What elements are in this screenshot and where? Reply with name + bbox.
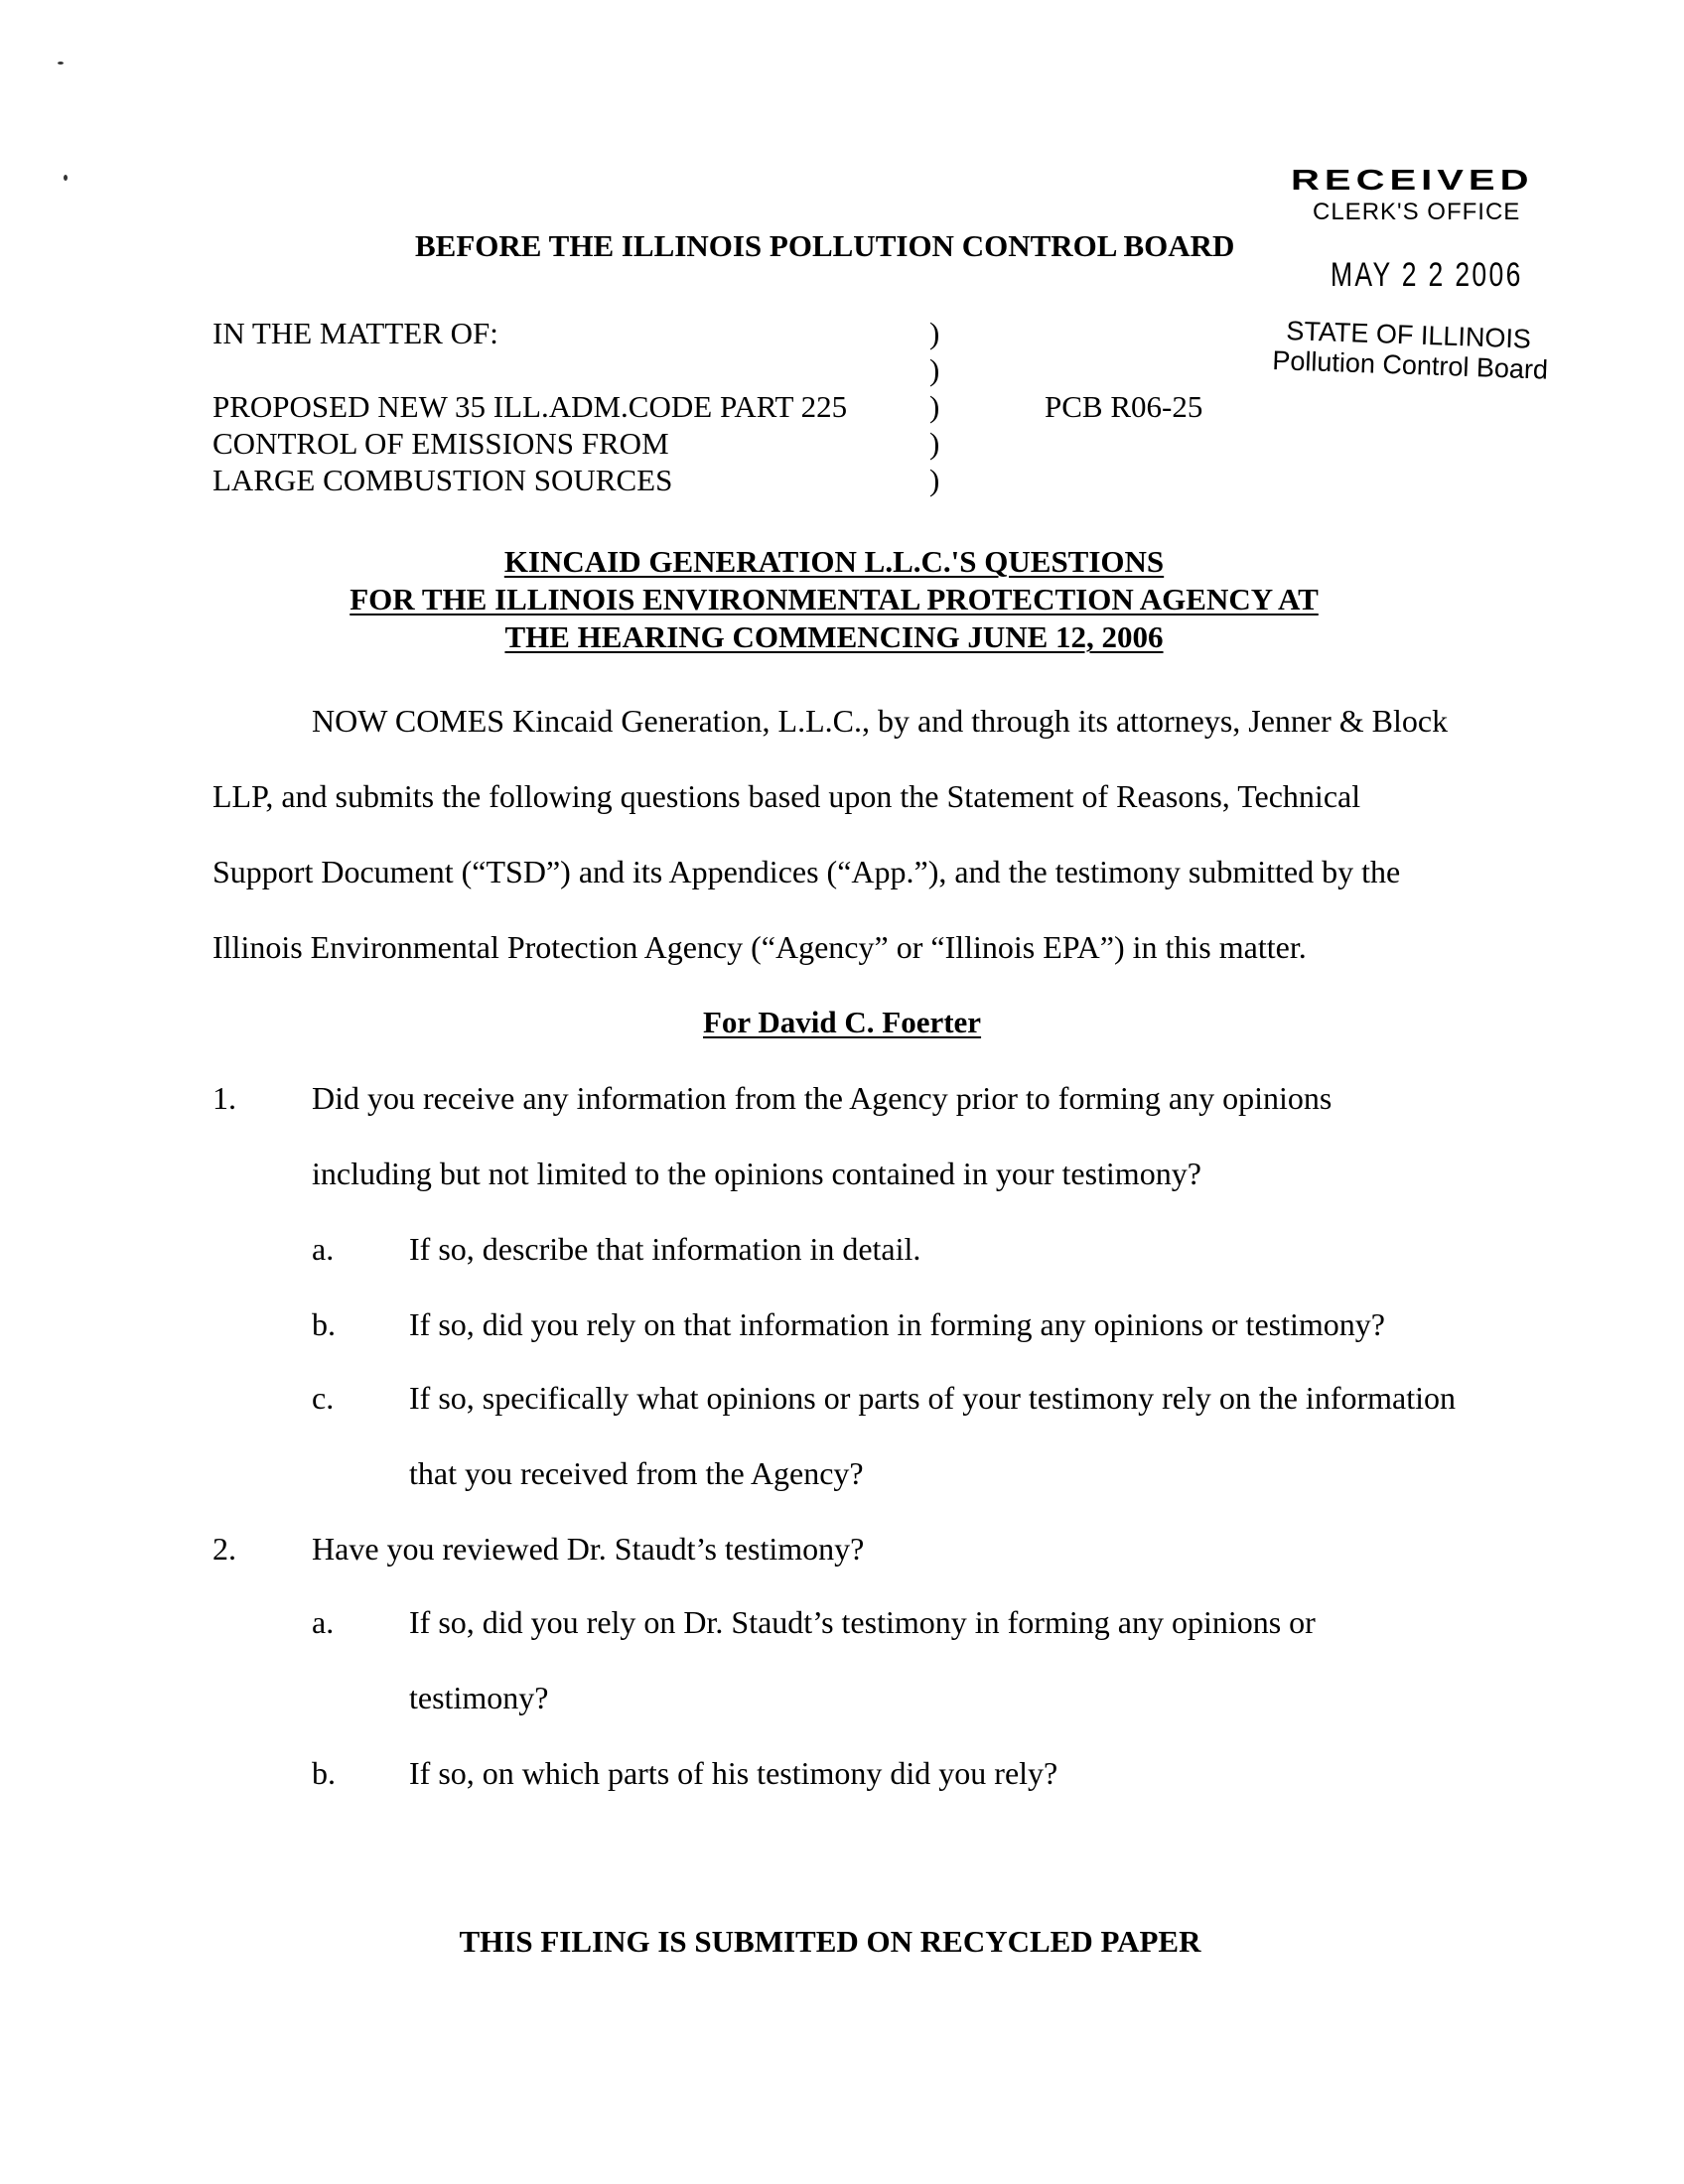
scan-speck bbox=[64, 175, 68, 181]
title-line2: FOR THE ILLINOIS ENVIRONMENTAL PROTECTION AGENCY AT bbox=[350, 582, 1319, 616]
stamp-date: MAY 2 2 2006 bbox=[1331, 256, 1523, 294]
question-text-line: including but not limited to the opinions contained in your testimony? bbox=[312, 1156, 1201, 1191]
sub-question-text: If so, did you rely on that information in forming any opinions or testimony? bbox=[409, 1306, 1385, 1342]
stamp-board: Pollution Control Board bbox=[1271, 345, 1549, 385]
sub-question-text: If so, specifically what opinions or parts of your testimony rely on the information bbox=[409, 1380, 1456, 1416]
title-line1: KINCAID GENERATION L.L.C.'S QUESTIONS bbox=[503, 544, 1165, 579]
caption-paren: ) bbox=[929, 352, 940, 387]
sub-question-text: testimony? bbox=[409, 1680, 549, 1715]
title-line3: THE HEARING COMMENCING JUNE 12, 2006 bbox=[504, 619, 1164, 654]
intro-line3: Support Document (“TSD”) and its Appendices (“App.”), and the testimony submitted by the bbox=[212, 854, 1401, 889]
in-the-matter-label: IN THE MATTER OF: bbox=[212, 316, 498, 350]
scan-speck bbox=[58, 62, 64, 65]
sub-question-letter: c. bbox=[312, 1380, 335, 1416]
caption-paren: ) bbox=[929, 426, 940, 461]
sub-question-text: If so, describe that information in detail. bbox=[409, 1231, 921, 1267]
stamp-received: RECEIVED bbox=[1291, 165, 1534, 197]
stamp-clerks-office: CLERK'S OFFICE bbox=[1313, 199, 1521, 225]
caption-proposed-line2: CONTROL OF EMISSIONS FROM bbox=[212, 426, 669, 461]
section-heading: For David C. Foerter bbox=[703, 1005, 982, 1039]
caption-paren: ) bbox=[929, 463, 940, 497]
sub-question-letter: a. bbox=[312, 1231, 335, 1267]
board-title: BEFORE THE ILLINOIS POLLUTION CONTROL BOARD bbox=[415, 228, 1235, 263]
sub-question-text: If so, did you rely on Dr. Staudt’s testimony in forming any opinions or bbox=[409, 1604, 1316, 1640]
sub-question-text: If so, on which parts of his testimony did you rely? bbox=[409, 1755, 1058, 1791]
question-text-line: Did you receive any information from the Agency prior to forming any opinions bbox=[312, 1080, 1333, 1116]
question-number: 1. bbox=[212, 1080, 236, 1116]
intro-line1: NOW COMES Kincaid Generation, L.L.C., by and through its attorneys, Jenner & Block bbox=[312, 703, 1449, 739]
caption-paren: ) bbox=[929, 316, 940, 350]
sub-question-letter: b. bbox=[312, 1755, 336, 1791]
caption-proposed-line1: PROPOSED NEW 35 ILL.ADM.CODE PART 225 bbox=[212, 389, 848, 424]
caption-proposed-line3: LARGE COMBUSTION SOURCES bbox=[212, 463, 673, 497]
sub-question-letter: b. bbox=[312, 1306, 336, 1342]
question-number: 2. bbox=[212, 1531, 236, 1567]
intro-line2: LLP, and submits the following questions based upon the Statement of Reasons, Technical bbox=[212, 778, 1361, 814]
case-number: PCB R06-25 bbox=[1045, 389, 1203, 424]
stamp-state: STATE OF ILLINOIS bbox=[1285, 316, 1532, 354]
caption-paren: ) bbox=[929, 389, 940, 424]
question-text-line: Have you reviewed Dr. Staudt’s testimony? bbox=[312, 1531, 865, 1567]
recycled-paper-footer: THIS FILING IS SUBMITED ON RECYCLED PAPER bbox=[459, 1924, 1201, 1959]
intro-line4: Illinois Environmental Protection Agency (“Agency” or “Illinois EPA”) in this matter. bbox=[212, 929, 1307, 965]
sub-question-text: that you received from the Agency? bbox=[409, 1455, 864, 1491]
sub-question-letter: a. bbox=[312, 1604, 335, 1640]
